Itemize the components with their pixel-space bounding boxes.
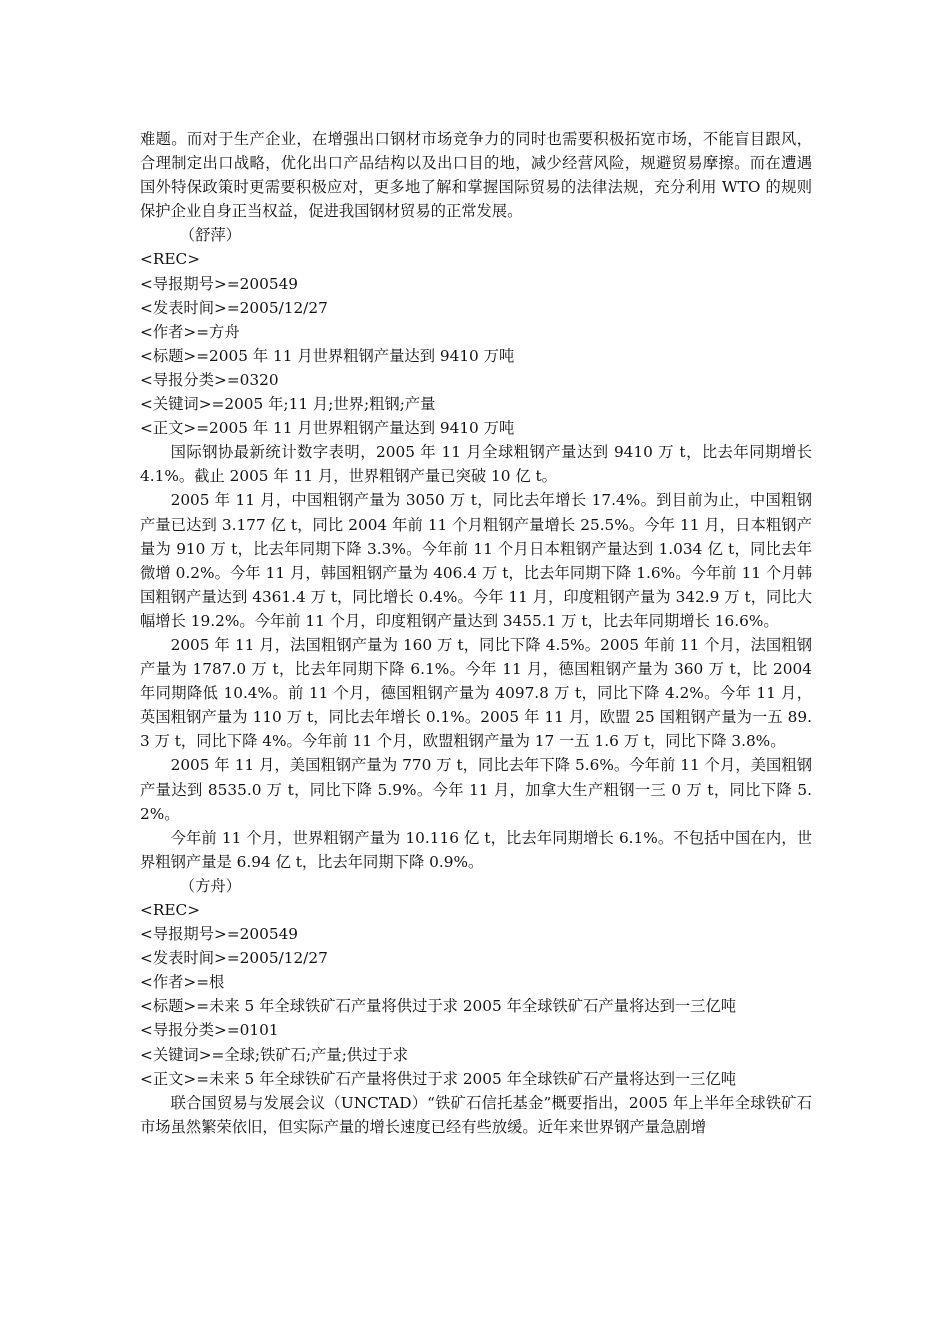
author-field: <作者>=根	[140, 973, 225, 992]
document-page	[140, 127, 812, 1139]
author-field: <作者>=方舟	[140, 322, 240, 341]
date-field: <发表时间>=2005/12/27	[140, 298, 328, 317]
body-paragraph: 2005 年 11 月，美国粗钢产量为 770 万 t，同比去年下降 5.6%。今年前 11 个月，美国粗钢产量达到 8535.0 万 t，同比下降 5.9%。今年 11 月，加拿大生产粗钢一三 0 万 t，同比下降 5.2%。	[140, 756, 812, 823]
record-1	[140, 247, 812, 898]
body-paragraph: 联合国贸易与发展会议（UNCTAD）“铁矿石信托基金”概要指出，2005 年上半年全球铁矿石市场虽然繁荣依旧，但实际产量的增长速度已经有些放缓。近年来世界钢产量急剧增	[140, 1093, 812, 1136]
title-field: <标题>=未来 5 年全球铁矿石产量将供过于求 2005 年全球铁矿石产量将达到一三亿吨	[140, 997, 737, 1016]
body-paragraph: 今年前 11 个月，世界粗钢产量为 10.116 亿 t，比去年同期增长 6.1%。不包括中国在内，世界粗钢产量是 6.94 亿 t，比去年同期下降 0.9%。	[140, 828, 812, 871]
rec-marker: <REC>	[140, 250, 201, 269]
body-paragraph: 2005 年 11 月，中国粗钢产量为 3050 万 t，同比去年增长 17.4%。到目前为止，中国粗钢产量已达到 3.177 亿 t，同比 2004 年前 11 个月粗钢产量增长 25.5%。今年 11 月，日本粗钢产量为 910 万 t，比去年同期下降 3.3%。今年前 11 个月日本粗钢产量达到 1.034 亿 t，同比去年微增 0.2%。今年 11 月，韩国粗钢产量为 406.4 万 t，比去年同期下降 1.6%。今年前 11 个月韩国粗钢产量达到 4361.4 万 t，同比增长 0.4%。今年 11 月，印度粗钢产量为 342.9 万 t，同比大幅增长 19.2%。今年前 11 个月，印度粗钢产量达到 3455.1 万 t，比去年同期增长 16.6%。	[140, 491, 812, 630]
record-2	[140, 898, 812, 1139]
category-field: <导报分类>=0320	[140, 370, 279, 389]
rec-marker: <REC>	[140, 901, 201, 919]
title-field: <标题>=2005 年 11 月世界粗钢产量达到 9410 万吨	[140, 346, 515, 365]
category-field: <导报分类>=0101	[140, 1021, 279, 1040]
keywords-field: <关键词>=2005 年;11 月;世界;粗钢;产量	[140, 395, 436, 414]
body-heading: <正文>=未来 5 年全球铁矿石产量将供过于求 2005 年全球铁矿石产量将达到一三亿吨	[140, 1069, 737, 1088]
intro-paragraph: 难题。而对于生产企业，在增强出口钢材市场竞争力的同时也需要积极拓宽市场，不能盲目跟风，合理制定出口战略，优化出口产品结构以及出口目的地，减少经营风险，规避贸易摩擦。而在遭遇国外特保政策时更需要积极应对，更多地了解和掌握国际贸易的法律法规，充分利用 WTO 的规则保护企业自身正当权益，促进我国钢材贸易的正常发展。	[140, 130, 812, 221]
issue-field: <导报期号>=200549	[140, 925, 299, 944]
date-field: <发表时间>=2005/12/27	[140, 949, 328, 968]
body-paragraph: 国际钢协最新统计数字表明，2005 年 11 月全球粗钢产量达到 9410 万 t，比去年同期增长 4.1%。截止 2005 年 11 月，世界粗钢产量已突破 10 亿 t。	[140, 443, 812, 486]
record-signature: （方舟）	[179, 876, 241, 895]
keywords-field: <关键词>=全球;铁矿石;产量;供过于求	[140, 1045, 409, 1064]
body-heading: <正文>=2005 年 11 月世界粗钢产量达到 9410 万吨	[140, 419, 515, 438]
body-paragraph: 2005 年 11 月，法国粗钢产量为 160 万 t，同比下降 4.5%。2005 年前 11 个月，法国粗钢产量为 1787.0 万 t，比去年同期下降 6.1%。今年 11 月，德国粗钢产量为 360 万 t，比 2004 年同期降低 10.4%。前 11 个月，德国粗钢产量为 4097.8 万 t，同比下降 4.2%。今年 11 月，英国粗钢产量为 110 万 t，同比去年增长 0.1%。2005 年 11 月，欧盟 25 国粗钢产量为一五 89.3 万 t，同比下降 4%。今年前 11 个月，欧盟粗钢产量为 17 一五 1.6 万 t，同比下降 3.8%。	[140, 635, 812, 751]
intro-signature: （舒萍）	[179, 226, 241, 245]
issue-field: <导报期号>=200549	[140, 274, 299, 293]
